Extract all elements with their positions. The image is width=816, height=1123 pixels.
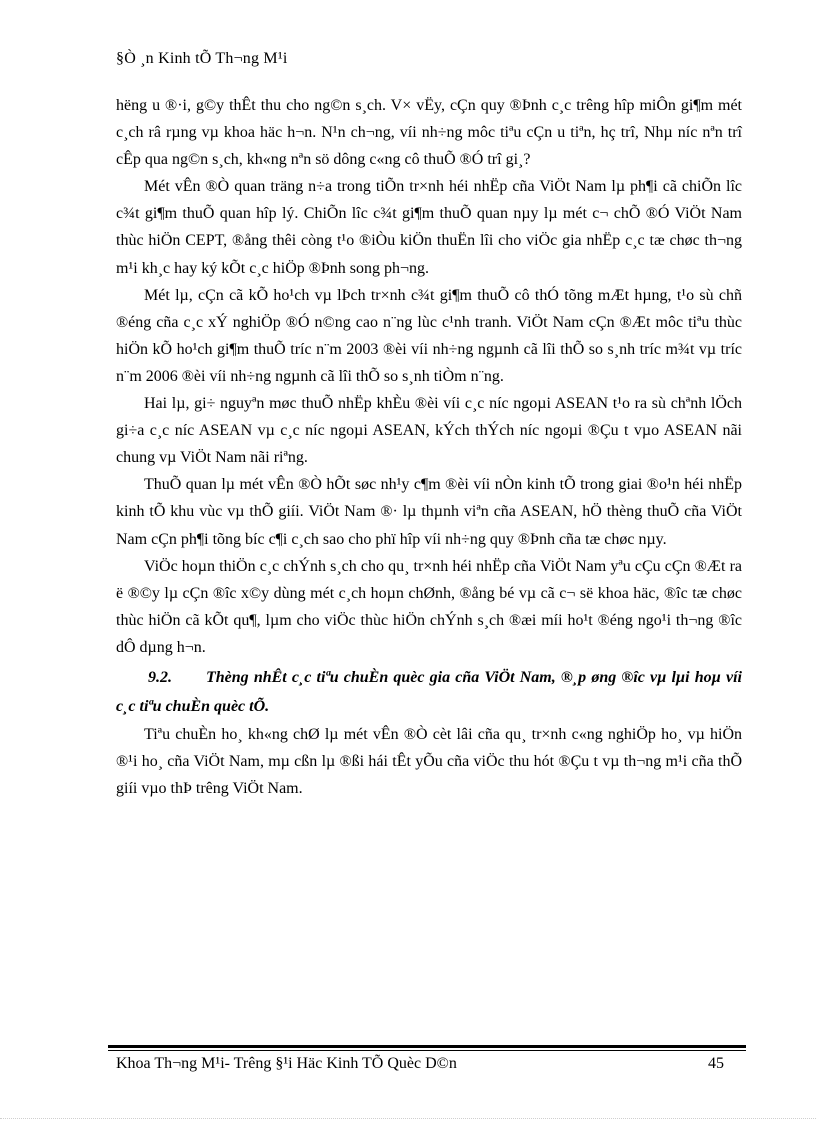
running-header: §Ò ¸n Kinh tÕ Th¬ng M¹i bbox=[116, 50, 288, 67]
paragraph-first-point: Mét lµ, cÇn cã kÕ ho¹ch vµ lÞch tr×nh c¾t gi¶m thuÕ cô thÓ tõng mÆt hµng, t¹o sù chñ ®éng cña c¸c xÝ nghiÖp ®Ó n©ng cao n¨ng lùc c¹nh tranh. ViÖt Nam cÇn ®Æt môc tiªu thùc hiÖn kÕ ho¹ch gi¶m thuÕ tríc n¨m 2003 ®èi víi nh÷ng ngµnh cã lîi thÕ so s¸nh tríc m¾t vµ tríc n¨m 2006 ®èi víi nh÷ng ngµnh cã lîi thÕ so s¸nh tiÒm n¨ng. bbox=[116, 286, 742, 385]
paragraph-continued: hëng u ®·i, g©y thÊt thu cho ng©n s¸ch. V× vËy, cÇn quy ®Þnh c¸c trêng hîp miÔn gi¶m mét c¸ch râ rµng vµ khoa häc h¬n. N¹n ch¬ng, víi nh÷ng môc tiªu cÇn u tiªn, hç trî, Nhµ níc nªn trî cÊp qua ng©n s¸ch, kh«ng nªn sö dông c«ng cô thuÕ ®Ó trî gi¸? bbox=[116, 97, 742, 169]
page-number: 45 bbox=[708, 1055, 724, 1072]
paragraph-tariff-sensitivity: ThuÕ quan lµ mét vÊn ®Ò hÕt søc nh¹y c¶m ®èi víi nÒn kinh tÕ trong giai ®o¹n héi nhËp kinh tÕ khu vùc vµ thÕ giíi. ViÖt Nam ®· lµ thµnh viªn cña ASEAN, hÖ thèng thuÕ cña ViÖt Nam cÇn ph¶i tõng bíc c¶i c¸ch sao cho phï hîp víi nh÷ng quy ®Þnh cña tæ chøc nµy. bbox=[116, 476, 742, 548]
footer-institution: Khoa Th¬ng M¹i- Trêng §¹i Häc Kinh TÕ Quèc D©n bbox=[116, 1055, 457, 1072]
paragraph-tariff-strategy: Mét vÊn ®Ò quan träng n÷a trong tiÕn tr×nh héi nhËp cña ViÖt Nam lµ ph¶i cã chiÕn lîc c¾t gi¶m thuÕ quan hîp lý. ChiÕn lîc c¾t gi¶m thuÕ quan nµy lµ mét c¬ chÕ ®Ó ViÖt Nam thùc hiÖn CEPT, ®ång thêi còng t¹o ®iÒu kiÖn thuËn lîi cho viÖc gia nhËp c¸c tæ chøc th¬ng m¹i kh¸c hay ký kÕt c¸c hiÖp ®Þnh song ph¬ng. bbox=[116, 178, 742, 277]
page-edge-divider bbox=[0, 1118, 816, 1119]
paragraph-standardization: Tiªu chuÈn ho¸ kh«ng chØ lµ mét vÊn ®Ò cèt lâi cña qu¸ tr×nh c«ng nghiÖp ho¸ vµ hiÖn ®¹i ho¸ cña ViÖt Nam, mµ cßn lµ ®ßi hái tÊt yÕu cña viÖc thu hót ®Çu t vµ th¬ng m¹i cña thÕ giíi vµo thÞ trêng ViÖt Nam. bbox=[116, 725, 742, 798]
footer-rule-thin bbox=[108, 1050, 746, 1051]
footer-rule-thick bbox=[108, 1045, 746, 1048]
paragraph-policy-completion: ViÖc hoµn thiÖn c¸c chÝnh s¸ch cho qu¸ tr×nh héi nhËp cña ViÖt Nam yªu cÇu cÇn ®Æt ra ë ®©y lµ cÇn ®îc x©y dùng mét c¸ch hoµn chØnh, ®ång bé vµ cã c¬ së khoa häc, ®îc tæ chøc thùc hiÖn cã kÕt qu¶, lµm cho viÖc thùc hiÖn chÝnh s¸ch ®æi míi ho¹t ®éng ngo¹i th¬ng ®îc dÔ dµng h¬n. bbox=[116, 557, 742, 656]
paragraph-second-point: Hai lµ, gi÷ nguyªn møc thuÕ nhËp khÈu ®èi víi c¸c níc ngoµi ASEAN t¹o ra sù chªnh lÖch gi÷a c¸c níc ASEAN vµ c¸c níc ngoµi ASEAN, kÝch thÝch níc ngoµi ®Çu t vµo ASEAN nãi chung vµ ViÖt Nam nãi riªng. bbox=[116, 395, 742, 467]
section-title: Thèng nhÊt c¸c tiªu chuÈn quèc gia cña ViÖt Nam, ®¸p øng ®îc vµ lµi hoµ víi c¸c tiªu chuÈn quèc tÕ. bbox=[116, 668, 742, 715]
section-heading bbox=[116, 663, 742, 721]
section-number: 9.2. bbox=[148, 668, 172, 686]
body-text bbox=[116, 92, 742, 802]
